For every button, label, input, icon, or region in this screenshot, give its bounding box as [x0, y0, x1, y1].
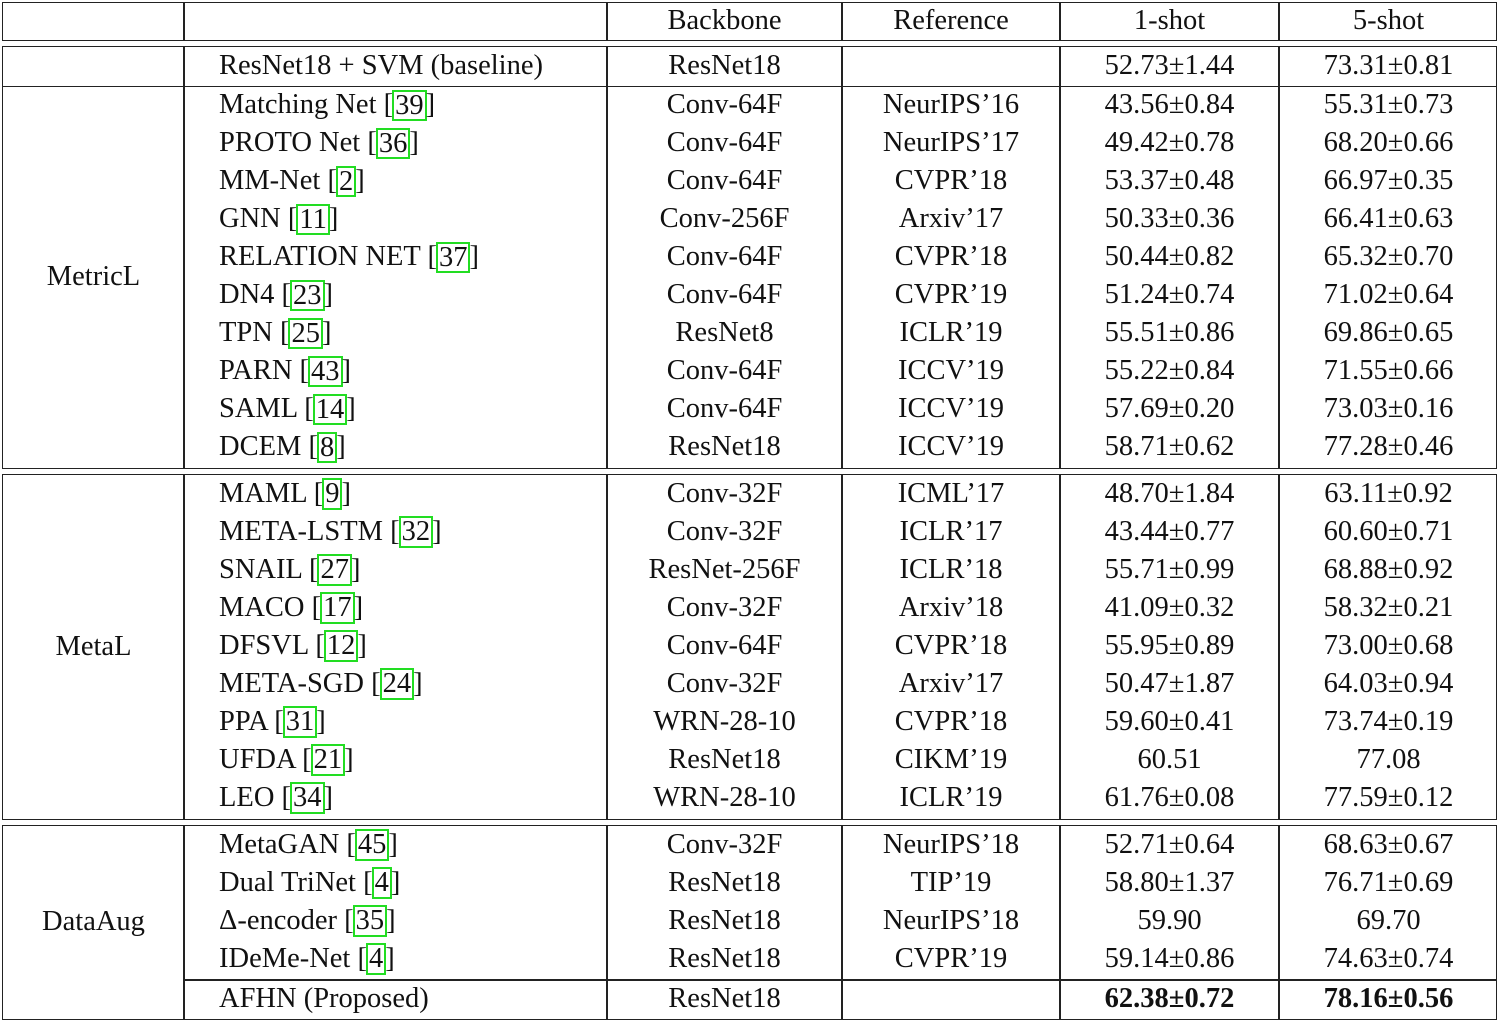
baseline-row — [3, 47, 1496, 85]
method-label: Matching Net [ — [219, 89, 394, 121]
citation-link[interactable]: 8 — [317, 432, 337, 463]
reference: CVPR’18 — [894, 241, 1008, 273]
method-name — [184, 429, 607, 467]
table-row — [3, 239, 1496, 277]
table-row — [3, 940, 1496, 978]
backbone: Conv-32F — [666, 477, 783, 509]
table-row — [3, 779, 1496, 817]
reference: ICCV’19 — [897, 431, 1005, 463]
citation-close: ] — [341, 355, 352, 387]
backbone: Conv-64F — [666, 629, 783, 661]
method-label: IDeMe-Net [ — [219, 942, 367, 974]
method-name — [184, 163, 607, 201]
five-shot-accuracy: 65.32±0.70 — [1323, 241, 1454, 273]
citation-close: ] — [432, 515, 442, 547]
method-label: DFSVL [ — [219, 629, 325, 661]
table-row — [3, 864, 1496, 902]
citation-close: ] — [413, 667, 423, 699]
method-name — [184, 779, 607, 817]
one-shot-accuracy: 62.38±0.72 — [1104, 982, 1235, 1014]
one-shot-accuracy: 58.71±0.62 — [1104, 431, 1235, 463]
method-name — [184, 87, 607, 125]
five-shot-accuracy: 74.63±0.74 — [1323, 942, 1454, 974]
one-shot-accuracy: 50.44±0.82 — [1104, 241, 1235, 273]
reference: NeurIPS’16 — [882, 89, 1020, 121]
baseline-group — [3, 47, 184, 85]
reference: ICLR’17 — [899, 515, 1003, 547]
method-label: DCEM [ — [219, 431, 318, 463]
reference: Arxiv’17 — [898, 203, 1004, 235]
reference: ICLR’19 — [899, 317, 1003, 349]
method-label: Dual TriNet [ — [219, 866, 373, 898]
method-label: Δ-encoder [ — [219, 904, 354, 936]
citation-link[interactable]: 39 — [392, 90, 427, 121]
reference: NeurIPS’18 — [882, 904, 1020, 936]
method-name — [184, 940, 607, 978]
method-label: DN4 [ — [219, 279, 292, 311]
citation-link[interactable]: 11 — [296, 204, 329, 235]
header-5-shot: 5-shot — [1352, 4, 1425, 36]
citation-link[interactable]: 25 — [288, 318, 323, 349]
citation-close: ] — [388, 828, 398, 860]
reference: Arxiv’18 — [898, 591, 1004, 623]
method-name — [184, 475, 607, 513]
backbone: ResNet18 — [668, 904, 781, 936]
backbone: Conv-64F — [666, 89, 783, 121]
backbone: Conv-64F — [666, 127, 783, 159]
citation-close: ] — [323, 279, 334, 311]
table-row — [3, 589, 1496, 627]
reference: CVPR’18 — [894, 629, 1008, 661]
backbone: Conv-64F — [666, 241, 783, 273]
citation-close: ] — [336, 431, 346, 463]
backbone: ResNet8 — [675, 317, 774, 349]
method-name — [184, 826, 607, 864]
citation-link[interactable]: 21 — [311, 744, 346, 775]
header-table — [2, 2, 1497, 41]
proposed-row — [3, 980, 1496, 1018]
one-shot-accuracy: 61.76±0.08 — [1104, 781, 1235, 813]
citation-link[interactable]: 4 — [366, 943, 386, 974]
dataaug-group-table — [2, 825, 1497, 1020]
citation-close: ] — [385, 942, 395, 974]
one-shot-accuracy: 51.24±0.74 — [1104, 279, 1235, 311]
five-shot-accuracy: 73.00±0.68 — [1323, 629, 1454, 661]
one-shot-accuracy: 58.80±1.37 — [1104, 866, 1235, 898]
reference: ICLR’19 — [899, 781, 1003, 813]
five-shot-accuracy: 68.20±0.66 — [1323, 127, 1454, 159]
one-shot-accuracy: 59.60±0.41 — [1104, 705, 1235, 737]
five-shot-accuracy: 76.71±0.69 — [1323, 866, 1454, 898]
table-row — [3, 551, 1496, 589]
citation-close: ] — [341, 477, 351, 509]
citation-close: ] — [355, 165, 365, 197]
one-shot-accuracy: 50.33±0.36 — [1104, 203, 1235, 235]
method-label: MACO [ — [219, 591, 322, 623]
reference: CVPR’18 — [894, 165, 1008, 197]
citation-link[interactable]: 24 — [380, 668, 415, 699]
header-1-shot: 1-shot — [1133, 4, 1206, 36]
reference: ICML’17 — [897, 477, 1005, 509]
backbone: Conv-32F — [666, 515, 783, 547]
method-name — [184, 353, 607, 391]
backbone: ResNet-256F — [648, 553, 801, 585]
method-label: RELATION NET [ — [219, 241, 437, 273]
reference: CVPR’18 — [894, 705, 1008, 737]
one-shot-accuracy: 43.56±0.84 — [1104, 89, 1235, 121]
method-name — [184, 513, 607, 551]
citation-link[interactable]: 14 — [313, 394, 348, 425]
table-row — [3, 665, 1496, 703]
citation-link[interactable]: 2 — [336, 166, 356, 197]
method-name — [184, 239, 607, 277]
method-label: META-SGD [ — [219, 667, 381, 699]
reference: NeurIPS’17 — [882, 127, 1020, 159]
citation-link[interactable]: 27 — [317, 554, 352, 585]
five-shot-accuracy: 73.31±0.81 — [1323, 49, 1454, 81]
backbone: Conv-32F — [666, 828, 783, 860]
reference: TIP’19 — [910, 866, 992, 898]
citation-close: ] — [386, 904, 396, 936]
header-group — [3, 3, 184, 39]
backbone: ResNet18 — [668, 942, 781, 974]
method-name — [184, 627, 607, 665]
backbone: Conv-64F — [666, 279, 783, 311]
citation-close: ] — [425, 89, 436, 121]
backbone: WRN-28-10 — [653, 781, 796, 813]
citation-close: ] — [409, 127, 419, 159]
five-shot-accuracy: 60.60±0.71 — [1323, 515, 1454, 547]
table-row — [3, 703, 1496, 741]
citation-close: ] — [328, 203, 339, 235]
method-label: PROTO Net [ — [219, 127, 377, 159]
method-name — [184, 902, 607, 940]
citation-close: ] — [344, 743, 354, 775]
backbone: ResNet18 — [668, 982, 781, 1014]
reference: CVPR’19 — [894, 942, 1008, 974]
five-shot-accuracy: 73.74±0.19 — [1323, 705, 1454, 737]
backbone: ResNet18 — [668, 743, 781, 775]
method-name — [184, 741, 607, 779]
citation-close: ] — [357, 629, 367, 661]
citation-link[interactable]: 23 — [290, 280, 325, 311]
table-row — [3, 163, 1496, 201]
five-shot-accuracy: 69.86±0.65 — [1323, 317, 1454, 349]
reference: NeurIPS’18 — [882, 828, 1020, 860]
one-shot-accuracy: 43.44±0.77 — [1104, 515, 1235, 547]
group-label-metricl: MetricL — [46, 260, 141, 292]
backbone: Conv-256F — [659, 203, 790, 235]
table-row — [3, 513, 1496, 551]
header-reference: Reference — [893, 4, 1009, 36]
table-row — [3, 741, 1496, 779]
reference: ICCV’19 — [897, 393, 1005, 425]
method-label: MetaGAN [ — [219, 828, 356, 860]
five-shot-accuracy: 78.16±0.56 — [1323, 982, 1454, 1014]
method-name — [184, 391, 607, 429]
backbone: ResNet18 — [668, 431, 781, 463]
table-row — [3, 277, 1496, 315]
backbone: Conv-32F — [666, 667, 783, 699]
reference: CVPR’19 — [894, 279, 1008, 311]
reference: CIKM’19 — [894, 743, 1008, 775]
citation-close: ] — [323, 781, 334, 813]
five-shot-accuracy: 66.41±0.63 — [1323, 203, 1454, 235]
citation-link[interactable]: 45 — [355, 829, 390, 860]
citation-link[interactable]: 43 — [308, 356, 343, 387]
citation-close: ] — [353, 591, 364, 623]
five-shot-accuracy: 73.03±0.16 — [1323, 393, 1454, 425]
group-label-dataaug: DataAug — [42, 906, 145, 937]
method-label: MM-Net [ — [219, 165, 337, 197]
table-row — [3, 429, 1496, 467]
method-name — [184, 125, 607, 163]
five-shot-accuracy: 77.08 — [1356, 743, 1421, 775]
one-shot-accuracy: 57.69±0.20 — [1104, 393, 1235, 425]
reference: ICLR’18 — [899, 553, 1003, 585]
one-shot-accuracy: 52.71±0.64 — [1104, 828, 1235, 860]
method-label: SNAIL [ — [219, 553, 319, 585]
table-row — [3, 391, 1496, 429]
five-shot-accuracy: 68.63±0.67 — [1323, 828, 1454, 860]
one-shot-accuracy: 59.90 — [1137, 904, 1202, 936]
citation-link[interactable]: 37 — [436, 242, 471, 273]
one-shot-accuracy: 55.51±0.86 — [1104, 317, 1235, 349]
citation-link[interactable]: 4 — [372, 867, 392, 898]
one-shot-accuracy: 60.51 — [1137, 743, 1202, 775]
one-shot-accuracy: 48.70±1.84 — [1104, 477, 1235, 509]
method-name — [184, 703, 607, 741]
backbone: Conv-64F — [666, 355, 783, 387]
citation-link[interactable]: 31 — [283, 706, 318, 737]
method-name — [184, 589, 607, 627]
table-row — [3, 826, 1496, 864]
one-shot-accuracy: 59.14±0.86 — [1104, 942, 1235, 974]
one-shot-accuracy: 52.73±1.44 — [1104, 49, 1235, 81]
table-row — [3, 902, 1496, 940]
backbone: Conv-64F — [666, 393, 783, 425]
one-shot-accuracy: 50.47±1.87 — [1104, 667, 1235, 699]
citation-link[interactable]: 9 — [322, 478, 342, 509]
backbone: ResNet18 — [668, 866, 781, 898]
method-name: AFHN (Proposed) — [219, 982, 429, 1014]
citation-close: ] — [350, 553, 361, 585]
reference: Arxiv’17 — [898, 667, 1004, 699]
method-label: LEO [ — [219, 781, 292, 813]
citation-link[interactable]: 12 — [324, 630, 359, 661]
header-method — [184, 3, 607, 39]
table-row — [3, 87, 1496, 125]
five-shot-accuracy: 71.02±0.64 — [1323, 279, 1454, 311]
method-label: TPN [ — [219, 317, 290, 349]
table-row — [3, 315, 1496, 353]
table-row — [3, 353, 1496, 391]
method-name — [184, 277, 607, 315]
citation-link[interactable]: 36 — [376, 128, 411, 159]
five-shot-accuracy: 58.32±0.21 — [1323, 591, 1454, 623]
one-shot-accuracy: 55.22±0.84 — [1104, 355, 1235, 387]
header-backbone: Backbone — [667, 4, 782, 36]
backbone: Conv-32F — [666, 591, 783, 623]
citation-link[interactable]: 17 — [320, 592, 355, 623]
method-label: GNN [ — [219, 203, 298, 235]
one-shot-accuracy: 55.71±0.99 — [1104, 553, 1235, 585]
method-name — [184, 551, 607, 589]
method-label: MAML [ — [219, 477, 324, 509]
method-name — [184, 201, 607, 239]
citation-link[interactable]: 35 — [353, 905, 388, 936]
baseline-table — [2, 46, 1497, 87]
citation-close: ] — [390, 866, 401, 898]
citation-close: ] — [321, 317, 332, 349]
one-shot-accuracy: 53.37±0.48 — [1104, 165, 1235, 197]
citation-close: ] — [469, 241, 479, 273]
method-label: UFDA [ — [219, 743, 312, 775]
method-name — [184, 864, 607, 902]
table-row — [3, 475, 1496, 513]
five-shot-accuracy: 55.31±0.73 — [1323, 89, 1454, 121]
header-row — [3, 3, 1496, 39]
five-shot-accuracy: 71.55±0.66 — [1323, 355, 1454, 387]
method-label: META-LSTM [ — [219, 515, 400, 547]
five-shot-accuracy: 69.70 — [1356, 904, 1421, 936]
reference — [842, 47, 1060, 85]
metal-group-table — [2, 474, 1497, 820]
method-label: PPA [ — [219, 705, 284, 737]
table-row — [3, 201, 1496, 239]
method-name — [184, 665, 607, 703]
citation-close: ] — [346, 393, 356, 425]
five-shot-accuracy: 66.97±0.35 — [1323, 165, 1454, 197]
five-shot-accuracy: 77.28±0.46 — [1323, 431, 1454, 463]
method-name: ResNet18 + SVM (baseline) — [219, 49, 543, 81]
method-name — [184, 315, 607, 353]
method-label: PARN [ — [219, 355, 310, 387]
one-shot-accuracy: 49.42±0.78 — [1104, 127, 1235, 159]
five-shot-accuracy: 64.03±0.94 — [1323, 667, 1454, 699]
five-shot-accuracy: 77.59±0.12 — [1323, 781, 1454, 813]
table-row — [3, 125, 1496, 163]
reference: ICCV’19 — [897, 355, 1005, 387]
reference — [842, 980, 1060, 1018]
backbone: WRN-28-10 — [653, 705, 796, 737]
citation-close: ] — [316, 705, 326, 737]
table-row — [3, 627, 1496, 665]
one-shot-accuracy: 41.09±0.32 — [1104, 591, 1235, 623]
one-shot-accuracy: 55.95±0.89 — [1104, 629, 1235, 661]
backbone: Conv-64F — [666, 165, 783, 197]
citation-link[interactable]: 34 — [290, 782, 325, 813]
five-shot-accuracy: 68.88±0.92 — [1323, 553, 1454, 585]
group-label-metal: MetaL — [55, 630, 132, 662]
five-shot-accuracy: 63.11±0.92 — [1324, 477, 1453, 509]
citation-link[interactable]: 32 — [399, 516, 434, 547]
metricl-group-table — [2, 86, 1497, 469]
method-label: SAML [ — [219, 393, 314, 425]
backbone: ResNet18 — [668, 49, 781, 81]
